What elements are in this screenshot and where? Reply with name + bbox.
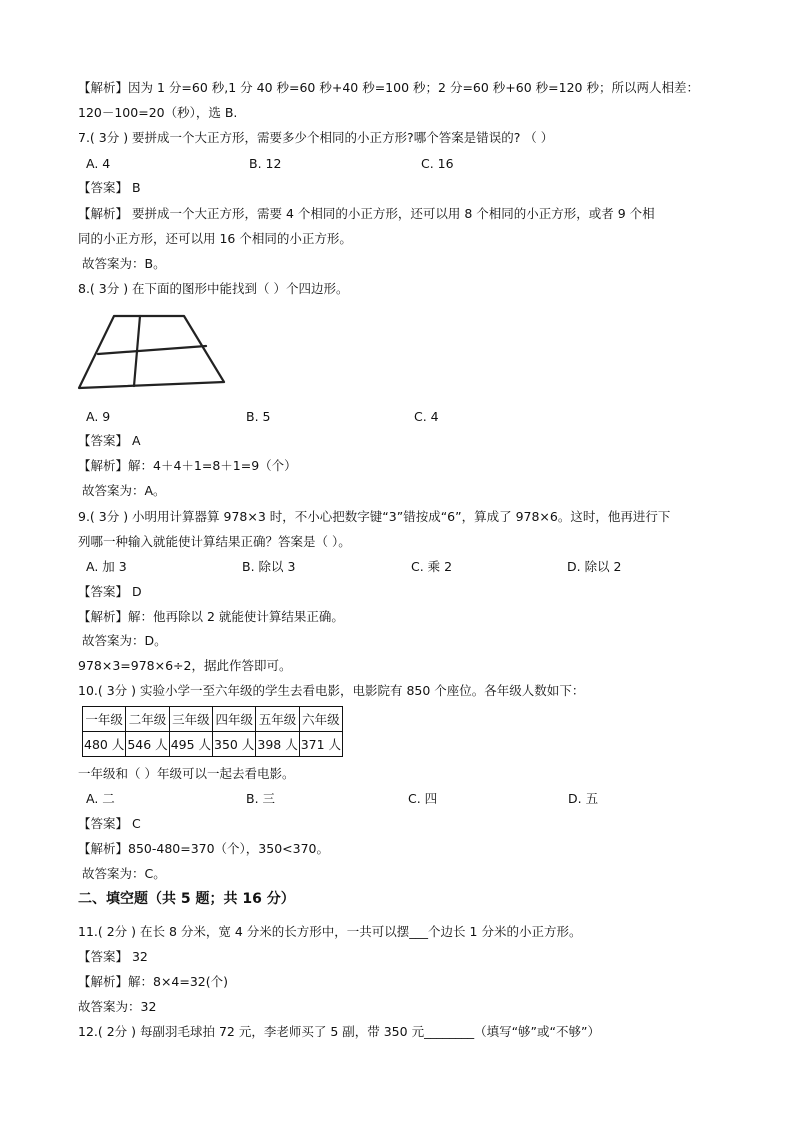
- q10-option-c: C. 四: [408, 791, 438, 806]
- q9-note: 978×3=978×6÷2，据此作答即可。: [78, 658, 292, 673]
- q8-figure-outline: [79, 316, 224, 388]
- q9-option-d: D. 除以 2: [567, 559, 622, 574]
- q10-answer: 【答案】 C: [78, 816, 141, 831]
- q9-stem-line-1: 9.( 3分 ) 小明用计算器算 978×3 时，不小心把数字键“3”错按成“6”，算成了 978×6。这时，他再进行下: [78, 509, 671, 524]
- table-header-cell: 五年级: [256, 707, 299, 732]
- q9-option-c: C. 乘 2: [411, 559, 453, 574]
- q9-option-b: B. 除以 3: [242, 559, 296, 574]
- section-title: 二、填空题（共 5 题；共 16 分）: [78, 891, 295, 907]
- table-header-cell: 一年级: [83, 707, 126, 732]
- table-cell: 398 人: [256, 732, 299, 757]
- q8-conclusion: 故答案为：A。: [82, 483, 166, 498]
- q7-stem: 7.( 3分 ) 要拼成一个大正方形，需要多少个相同的小正方形?哪个答案是错误的? （ ）: [78, 130, 554, 145]
- table-cell: 546 人: [126, 732, 169, 757]
- table-cell: 350 人: [213, 732, 256, 757]
- q12-stem: 12.( 2分 ) 每副羽毛球拍 72 元，李老师买了 5 副，带 350 元________（填写“够”或“不够”）: [78, 1024, 600, 1039]
- q9-stem-line-2: 列哪一种输入就能使计算结果正确？答案是（ ）。: [78, 534, 351, 549]
- q9-answer: 【答案】 D: [78, 584, 142, 599]
- q6-analysis-line-2: 120－100=20（秒），选 B.: [78, 105, 238, 120]
- q11-stem: 11.( 2分 ) 在长 8 分米，宽 4 分米的长方形中，一共可以摆___个边长 1 分米的小正方形。: [78, 924, 582, 939]
- q7-option-b: B. 12: [249, 156, 282, 171]
- q7-analysis-line-1: 【解析】 要拼成一个大正方形，需要 4 个相同的小正方形，还可以用 8 个相同的小正方形，或者 9 个相: [78, 206, 655, 221]
- q7-option-c: C. 16: [421, 156, 454, 171]
- q8-figure-horizontal-line: [98, 346, 206, 354]
- q7-conclusion: 故答案为：B。: [82, 256, 166, 271]
- table-header-cell: 六年级: [299, 707, 342, 732]
- q6-analysis-line-1: 【解析】因为 1 分=60 秒,1 分 40 秒=60 秒+40 秒=100 秒；2 分=60 秒+60 秒=120 秒；所以两人相差：: [78, 80, 699, 95]
- table-header-row: [83, 707, 343, 732]
- q8-option-c: C. 4: [414, 409, 439, 424]
- q10-option-b: B. 三: [246, 791, 276, 806]
- table-cell: 495 人: [169, 732, 212, 757]
- q10-analysis: 【解析】850-480=370（个），350<370。: [78, 841, 330, 856]
- q8-stem: 8.( 3分 ) 在下面的图形中能找到（ ）个四边形。: [78, 281, 349, 296]
- q11-conclusion: 故答案为：32: [78, 999, 157, 1014]
- table-cell: 371 人: [299, 732, 342, 757]
- q10-question: 一年级和（ ）年级可以一起去看电影。: [78, 766, 295, 781]
- q8-answer: 【答案】 A: [78, 433, 141, 448]
- q8-quadrilateral-figure: [74, 310, 234, 392]
- q8-option-b: B. 5: [246, 409, 271, 424]
- table-cell: 480 人: [83, 732, 126, 757]
- q11-analysis: 【解析】解：8×4=32(个): [78, 974, 229, 989]
- q8-analysis: 【解析】解：4＋4＋1=8＋1=9（个）: [78, 458, 297, 473]
- q10-stem: 10.( 3分 ) 实验小学一至六年级的学生去看电影，电影院有 850 个座位。各年级人数如下：: [78, 683, 585, 698]
- q9-option-a: A. 加 3: [86, 559, 127, 574]
- table-row: [83, 732, 343, 757]
- q9-analysis: 【解析】解：他再除以 2 就能使计算结果正确。: [78, 609, 344, 624]
- q10-option-d: D. 五: [568, 791, 599, 806]
- q7-option-a: A. 4: [86, 156, 111, 171]
- q7-analysis-line-2: 同的小正方形，还可以用 16 个相同的小正方形。: [78, 231, 352, 246]
- q10-grade-table: [82, 706, 343, 757]
- q10-option-a: A. 二: [86, 791, 115, 806]
- table-header-cell: 三年级: [169, 707, 212, 732]
- table-header-cell: 四年级: [213, 707, 256, 732]
- q8-option-a: A. 9: [86, 409, 111, 424]
- q9-conclusion: 故答案为：D。: [82, 633, 167, 648]
- q10-conclusion: 故答案为：C。: [82, 866, 166, 881]
- q7-answer: 【答案】 B: [78, 180, 141, 195]
- table-header-cell: 二年级: [126, 707, 169, 732]
- q11-answer: 【答案】 32: [78, 949, 148, 964]
